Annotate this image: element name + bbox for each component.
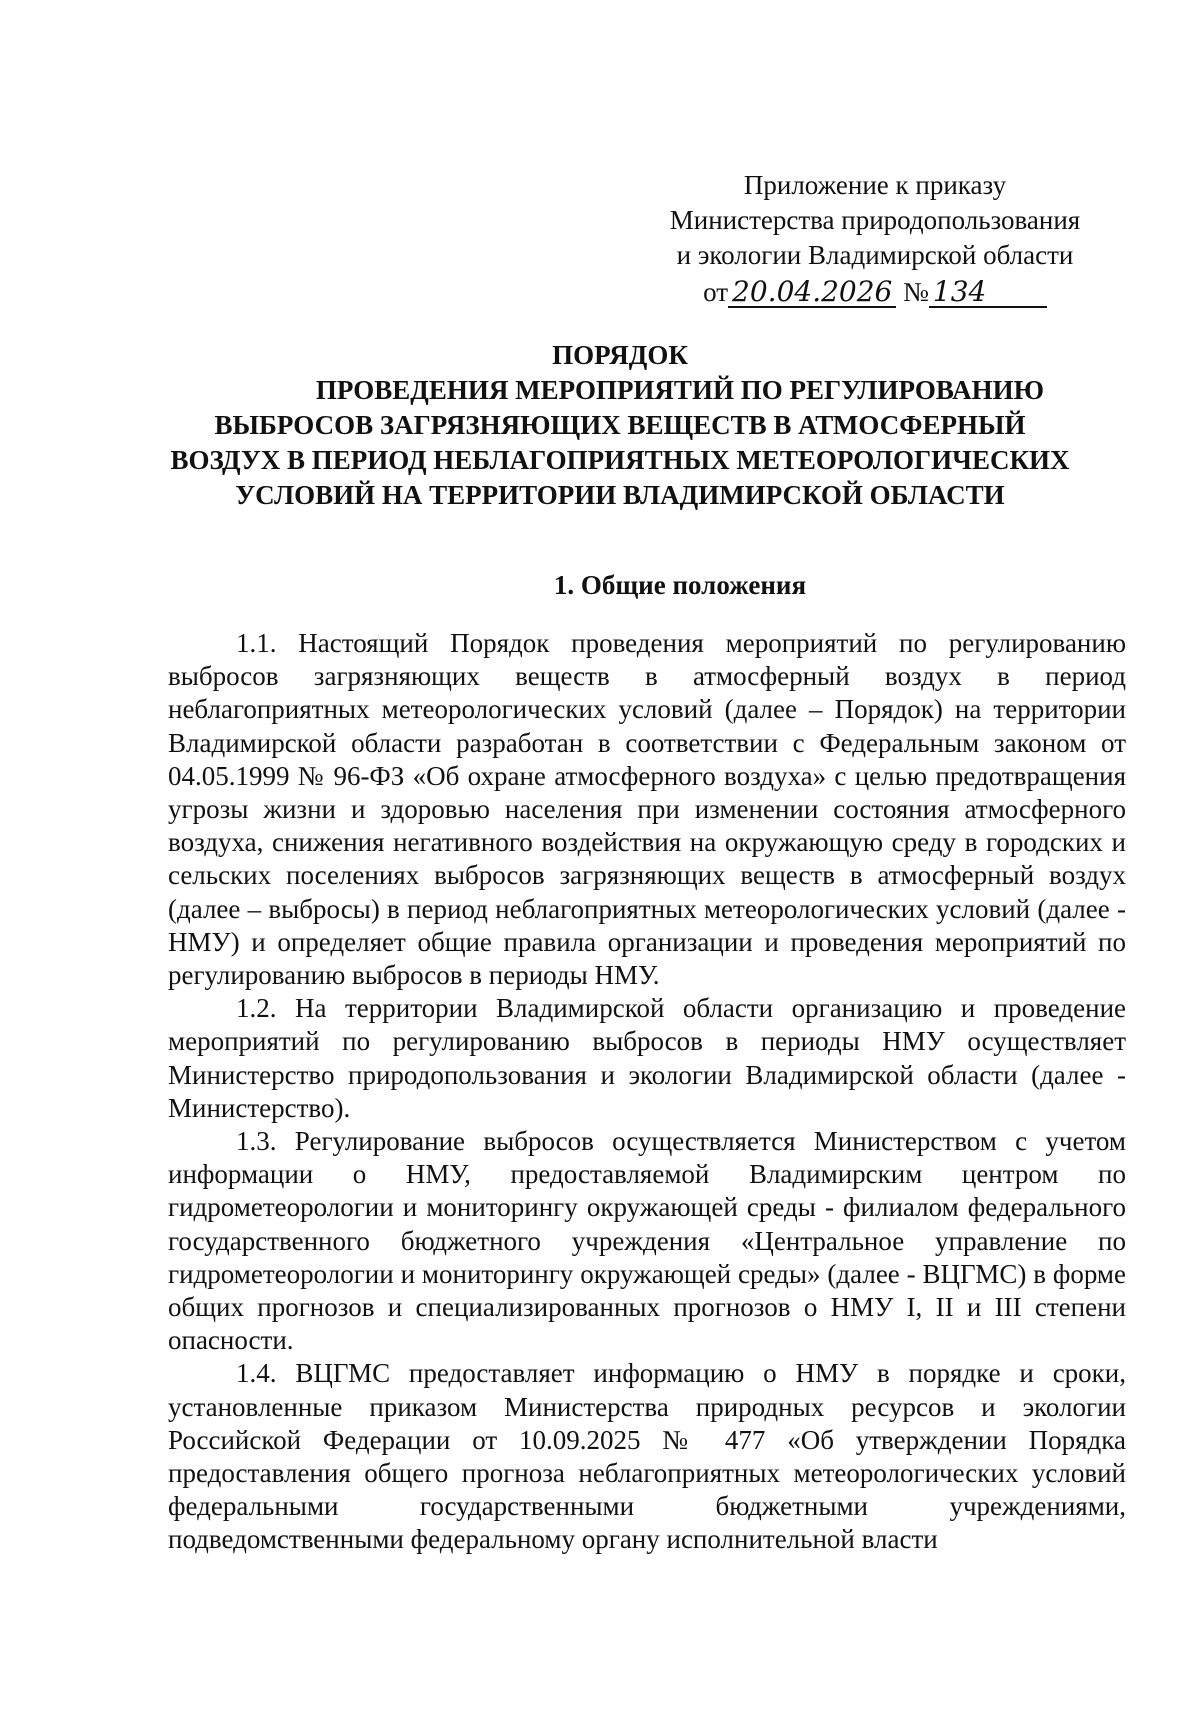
- document-body: [168, 627, 1126, 1557]
- paragraph-1-2: 1.2. На территории Владимирской области организацию и проведение мероприятий по регулированию выбросов в периоды НМУ осуществляет Министерство природопользования и экологии Владимирской области (далее - Министерство).: [168, 993, 1126, 1123]
- handwritten-number: 134: [929, 278, 1047, 308]
- title-line-4: ВОЗДУХ В ПЕРИОД НЕБЛАГОПРИЯТНЫХ МЕТЕОРОЛОГИЧЕСКИХ: [170, 445, 1070, 475]
- title-line-1: ПОРЯДОК: [552, 340, 688, 370]
- title-line-3: ВЫБРОСОВ ЗАГРЯЗНЯЮЩИХ ВЕЩЕСТВ В АТМОСФЕРНЫЙ: [214, 410, 1026, 440]
- paragraph-1-4: 1.4. ВЦГМС предоставляет информацию о НМУ в порядке и сроки, установленные приказом Министерства природных ресурсов и экологии Российской Федерации от 10.09.2025 № 477 «Об утверждении Порядка предоставления общего прогноза неблагоприятных метеорологических условий федеральными государственными бюджетными учреждениями, подведомственными федеральному органу исполнительной власти: [168, 1358, 1126, 1555]
- paragraph-1-3: 1.3. Регулирование выбросов осуществляется Министерством с учетом информации о НМУ, предоставляемой Владимирским центром по гидрометеорологии и мониторингу окружающей среды - филиалом федерального государственного бюджетного учреждения «Центральное управление по гидрометеорологии и мониторингу окружающей среды» (далее - ВЦГМС) в форме общих прогнозов и специализированных прогнозов о НМУ I, II и III степени опасности.: [168, 1126, 1126, 1356]
- section-heading: 1. Общие положения: [553, 570, 807, 600]
- annex-number-label: №: [903, 277, 929, 307]
- paragraph-1-1: 1.1. Настоящий Порядок проведения мероприятий по регулированию выбросов загрязняющих веществ в атмосферный воздух в период неблагоприятных метеорологических условий (далее – Порядок) на территории Владимирской области разработан в соответствии с Федеральным законом от 04.05.1999 № 96-ФЗ «Об охране атмосферного воздуха» с целью предотвращения угрозы жизни и здоровью населения при изменении состояния атмосферного воздуха, снижения негативного воздействия на окружающую среду в городских и сельских поселениях выбросов загрязняющих веществ в атмосферный воздух (далее – выбросы) в период неблагоприятных метеорологических условий (далее - НМУ) и определяет общие правила организации и проведения мероприятий по регулированию выбросов в периоды НМУ.: [168, 628, 1126, 991]
- title-line-2: ПРОВЕДЕНИЯ МЕРОПРИЯТИЙ ПО РЕГУЛИРОВАНИЮ: [315, 375, 1045, 405]
- title-line-5: УСЛОВИЙ НА ТЕРРИТОРИИ ВЛАДИМИРСКОЙ ОБЛАСТИ: [235, 480, 1005, 510]
- annex-line-1: Приложение к приказу: [743, 170, 1007, 200]
- annex-block: [640, 168, 1110, 310]
- annex-date-number-line: [640, 275, 1110, 310]
- annex-from-label: от: [703, 277, 729, 307]
- annex-line-3: и экологии Владимирской области: [676, 240, 1074, 270]
- handwritten-date: 20.04.2026: [728, 278, 896, 308]
- annex-line-2: Министерства природопользования: [669, 205, 1081, 235]
- document-title: [100, 338, 1140, 513]
